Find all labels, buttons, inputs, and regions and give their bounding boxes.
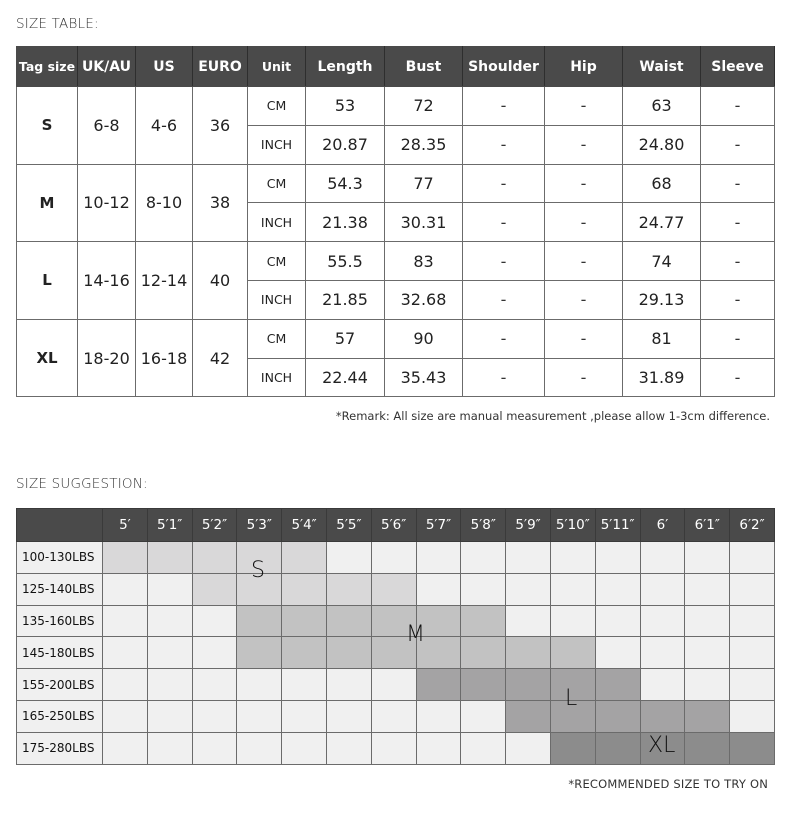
us-cell: 4-6 (136, 87, 193, 165)
grid-cell-empty (595, 605, 640, 637)
grid-cell-s (282, 573, 327, 605)
grid-cell-empty (103, 732, 148, 764)
grid-cell-m (416, 637, 461, 669)
weight-label: 155-200LBS (17, 669, 103, 701)
grid-cell-empty (237, 669, 282, 701)
uk-au-cell: 14-16 (78, 242, 136, 320)
grid-cell-empty (506, 732, 551, 764)
shoulder-cell: - (463, 87, 545, 126)
grid-cell-m (326, 637, 371, 669)
sleeve-cell: - (701, 203, 775, 242)
length-cell: 55.5 (306, 242, 385, 281)
grid-cell-empty (506, 605, 551, 637)
grid-cell-empty (595, 573, 640, 605)
shoulder-cell: - (463, 125, 545, 164)
euro-cell: 36 (193, 87, 248, 165)
length-cell: 54.3 (306, 164, 385, 203)
grid-cell-empty (147, 573, 192, 605)
grid-cell-s (237, 573, 282, 605)
us-cell: 8-10 (136, 164, 193, 242)
euro-cell: 38 (193, 164, 248, 242)
header-hip: Hip (545, 47, 623, 87)
unit-cell: CM (248, 87, 306, 126)
grid-cell-empty (326, 669, 371, 701)
grid-cell-empty (282, 669, 327, 701)
grid-cell-empty (506, 542, 551, 574)
length-cell: 21.38 (306, 203, 385, 242)
grid-cell-m (461, 637, 506, 669)
grid-cell-empty (685, 637, 730, 669)
header-length: Length (306, 47, 385, 87)
height-header: 5′10″ (550, 509, 595, 542)
height-header: 5′2″ (192, 509, 237, 542)
shoulder-cell: - (463, 203, 545, 242)
grid-cell-s (147, 542, 192, 574)
bust-cell: 90 (385, 319, 463, 358)
zone-label-l: L (565, 686, 578, 711)
uk-au-cell: 10-12 (78, 164, 136, 242)
bust-cell: 83 (385, 242, 463, 281)
grid-cell-empty (416, 542, 461, 574)
header-euro: EURO (193, 47, 248, 87)
bust-cell: 72 (385, 87, 463, 126)
grid-cell-empty (103, 700, 148, 732)
waist-cell: 24.77 (623, 203, 701, 242)
shoulder-cell: - (463, 319, 545, 358)
height-header: 5′8″ (461, 509, 506, 542)
height-header: 5′5″ (326, 509, 371, 542)
grid-cell-empty (192, 669, 237, 701)
grid-cell-xl (550, 732, 595, 764)
size-row-m-cm (17, 164, 775, 203)
grid-cell-m (416, 605, 461, 637)
grid-cell-empty (192, 605, 237, 637)
hip-cell: - (545, 125, 623, 164)
grid-cell-m (371, 605, 416, 637)
grid-cell-empty (147, 669, 192, 701)
weight-row (17, 669, 775, 701)
grid-cell-m (371, 637, 416, 669)
grid-cell-empty (371, 542, 416, 574)
grid-cell-empty (282, 700, 327, 732)
hip-cell: - (545, 319, 623, 358)
grid-cell-l (461, 669, 506, 701)
tag-size-cell: S (17, 87, 78, 165)
sleeve-cell: - (701, 242, 775, 281)
grid-cell-empty (640, 605, 685, 637)
us-cell: 12-14 (136, 242, 193, 320)
height-header: 5′4″ (282, 509, 327, 542)
size-row-s-cm (17, 87, 775, 126)
grid-cell-empty (461, 732, 506, 764)
bust-cell: 28.35 (385, 125, 463, 164)
unit-cell: INCH (248, 125, 306, 164)
grid-cell-s (192, 542, 237, 574)
weight-label: 125-140LBS (17, 573, 103, 605)
uk-au-cell: 18-20 (78, 319, 136, 397)
height-header: 6′1″ (685, 509, 730, 542)
size-row-xl-cm (17, 319, 775, 358)
grid-cell-empty (461, 700, 506, 732)
grid-cell-empty (730, 573, 775, 605)
grid-cell-empty (192, 637, 237, 669)
weight-row (17, 605, 775, 637)
shoulder-cell: - (463, 280, 545, 319)
grid-cell-empty (103, 669, 148, 701)
grid-cell-empty (103, 573, 148, 605)
grid-cell-empty (685, 605, 730, 637)
waist-cell: 63 (623, 87, 701, 126)
header-uk-au: UK/AU (78, 47, 136, 87)
sleeve-cell: - (701, 164, 775, 203)
grid-cell-xl (595, 732, 640, 764)
size-suggestion-title: SIZE SUGGESTION: (16, 476, 148, 492)
size-remark: *Remark: All size are manual measurement ,please allow 1-3cm difference. (335, 409, 770, 423)
shoulder-cell: - (463, 358, 545, 397)
grid-cell-l (416, 669, 461, 701)
grid-cell-empty (730, 669, 775, 701)
height-header: 6′ (640, 509, 685, 542)
grid-cell-l (640, 700, 685, 732)
grid-cell-empty (550, 573, 595, 605)
weight-label: 175-280LBS (17, 732, 103, 764)
height-header-row (17, 509, 775, 542)
grid-cell-xl (730, 732, 775, 764)
bust-cell: 30.31 (385, 203, 463, 242)
grid-cell-empty (147, 700, 192, 732)
us-cell: 16-18 (136, 319, 193, 397)
waist-cell: 31.89 (623, 358, 701, 397)
zone-label-s: S (251, 558, 265, 583)
length-cell: 57 (306, 319, 385, 358)
hip-cell: - (545, 280, 623, 319)
unit-cell: CM (248, 242, 306, 281)
height-header: 5′11″ (595, 509, 640, 542)
grid-cell-empty (192, 700, 237, 732)
grid-cell-l (685, 700, 730, 732)
grid-cell-empty (685, 669, 730, 701)
grid-cell-empty (326, 542, 371, 574)
grid-cell-empty (237, 700, 282, 732)
waist-cell: 24.80 (623, 125, 701, 164)
weight-row (17, 637, 775, 669)
weight-label: 145-180LBS (17, 637, 103, 669)
grid-cell-l (595, 700, 640, 732)
grid-cell-empty (685, 573, 730, 605)
grid-cell-empty (730, 637, 775, 669)
grid-cell-empty (461, 542, 506, 574)
header-bust: Bust (385, 47, 463, 87)
waist-cell: 81 (623, 319, 701, 358)
sleeve-cell: - (701, 319, 775, 358)
grid-cell-empty (371, 700, 416, 732)
bust-cell: 77 (385, 164, 463, 203)
grid-cell-empty (730, 542, 775, 574)
height-header: 5′1″ (147, 509, 192, 542)
weight-row (17, 542, 775, 574)
grid-cell-empty (147, 605, 192, 637)
sleeve-cell: - (701, 125, 775, 164)
grid-cell-m (282, 637, 327, 669)
grid-cell-l (595, 669, 640, 701)
height-header: 5′3″ (237, 509, 282, 542)
height-header: 5′ (103, 509, 148, 542)
header-shoulder: Shoulder (463, 47, 545, 87)
grid-cell-s (371, 573, 416, 605)
grid-cell-empty (506, 573, 551, 605)
weight-row (17, 573, 775, 605)
height-header: 5′9″ (506, 509, 551, 542)
grid-cell-m (282, 605, 327, 637)
grid-cell-empty (237, 732, 282, 764)
header-unit: Unit (248, 47, 306, 87)
length-cell: 22.44 (306, 358, 385, 397)
bust-cell: 32.68 (385, 280, 463, 319)
hip-cell: - (545, 358, 623, 397)
unit-cell: INCH (248, 280, 306, 319)
waist-cell: 29.13 (623, 280, 701, 319)
sleeve-cell: - (701, 87, 775, 126)
sleeve-cell: - (701, 358, 775, 397)
grid-cell-empty (461, 573, 506, 605)
header-sleeve: Sleeve (701, 47, 775, 87)
grid-cell-empty (192, 732, 237, 764)
weight-label: 165-250LBS (17, 700, 103, 732)
grid-cell-xl (640, 732, 685, 764)
length-cell: 53 (306, 87, 385, 126)
grid-cell-empty (371, 732, 416, 764)
waist-cell: 74 (623, 242, 701, 281)
grid-cell-empty (730, 700, 775, 732)
grid-cell-empty (640, 669, 685, 701)
header-us: US (136, 47, 193, 87)
height-header: 6′2″ (730, 509, 775, 542)
grid-cell-empty (326, 700, 371, 732)
zone-label-m: M (406, 622, 425, 647)
unit-cell: CM (248, 319, 306, 358)
grid-cell-s (326, 573, 371, 605)
hip-cell: - (545, 242, 623, 281)
grid-cell-empty (103, 637, 148, 669)
grid-cell-empty (103, 605, 148, 637)
tag-size-cell: L (17, 242, 78, 320)
grid-cell-empty (640, 542, 685, 574)
shoulder-cell: - (463, 242, 545, 281)
sleeve-cell: - (701, 280, 775, 319)
shoulder-cell: - (463, 164, 545, 203)
header-waist: Waist (623, 47, 701, 87)
grid-cell-s (103, 542, 148, 574)
grid-cell-empty (595, 637, 640, 669)
zone-label-xl: XL (648, 733, 676, 758)
hip-cell: - (545, 87, 623, 126)
length-cell: 20.87 (306, 125, 385, 164)
grid-cell-l (506, 669, 551, 701)
size-row-l-cm (17, 242, 775, 281)
unit-cell: INCH (248, 358, 306, 397)
grid-cell-m (237, 605, 282, 637)
header-tag-size: Tag size (17, 47, 78, 87)
grid-cell-s (237, 542, 282, 574)
grid-cell-l (550, 700, 595, 732)
grid-cell-empty (371, 669, 416, 701)
weight-label: 100-130LBS (17, 542, 103, 574)
weight-row (17, 700, 775, 732)
grid-cell-m (237, 637, 282, 669)
size-table-title: SIZE TABLE: (16, 16, 99, 32)
grid-cell-m (326, 605, 371, 637)
euro-cell: 42 (193, 319, 248, 397)
height-header: 5′6″ (371, 509, 416, 542)
length-cell: 21.85 (306, 280, 385, 319)
uk-au-cell: 6-8 (78, 87, 136, 165)
height-header: 5′7″ (416, 509, 461, 542)
grid-cell-empty (640, 573, 685, 605)
bust-cell: 35.43 (385, 358, 463, 397)
hip-cell: - (545, 164, 623, 203)
grid-cell-empty (550, 542, 595, 574)
grid-cell-empty (416, 700, 461, 732)
weight-row (17, 732, 775, 764)
grid-cell-empty (147, 637, 192, 669)
grid-cell-empty (416, 732, 461, 764)
grid-cell-empty (147, 732, 192, 764)
grid-cell-m (506, 637, 551, 669)
grid-cell-s (282, 542, 327, 574)
grid-cell-empty (326, 732, 371, 764)
tag-size-cell: M (17, 164, 78, 242)
size-suggestion-grid (16, 508, 775, 765)
grid-cell-m (461, 605, 506, 637)
euro-cell: 40 (193, 242, 248, 320)
size-table (16, 46, 775, 397)
grid-cell-empty (685, 542, 730, 574)
weight-label: 135-160LBS (17, 605, 103, 637)
hip-cell: - (545, 203, 623, 242)
grid-cell-m (550, 637, 595, 669)
corner-cell (17, 509, 103, 542)
grid-cell-s (192, 573, 237, 605)
grid-cell-empty (416, 573, 461, 605)
tag-size-cell: XL (17, 319, 78, 397)
grid-cell-l (506, 700, 551, 732)
grid-cell-empty (282, 732, 327, 764)
grid-cell-empty (730, 605, 775, 637)
grid-cell-empty (595, 542, 640, 574)
waist-cell: 68 (623, 164, 701, 203)
grid-cell-l (550, 669, 595, 701)
grid-cell-xl (685, 732, 730, 764)
recommended-footnote: *RECOMMENDED SIZE TO TRY ON (568, 777, 768, 791)
grid-cell-empty (640, 637, 685, 669)
unit-cell: INCH (248, 203, 306, 242)
grid-cell-empty (550, 605, 595, 637)
unit-cell: CM (248, 164, 306, 203)
size-table-header-row (17, 47, 775, 87)
